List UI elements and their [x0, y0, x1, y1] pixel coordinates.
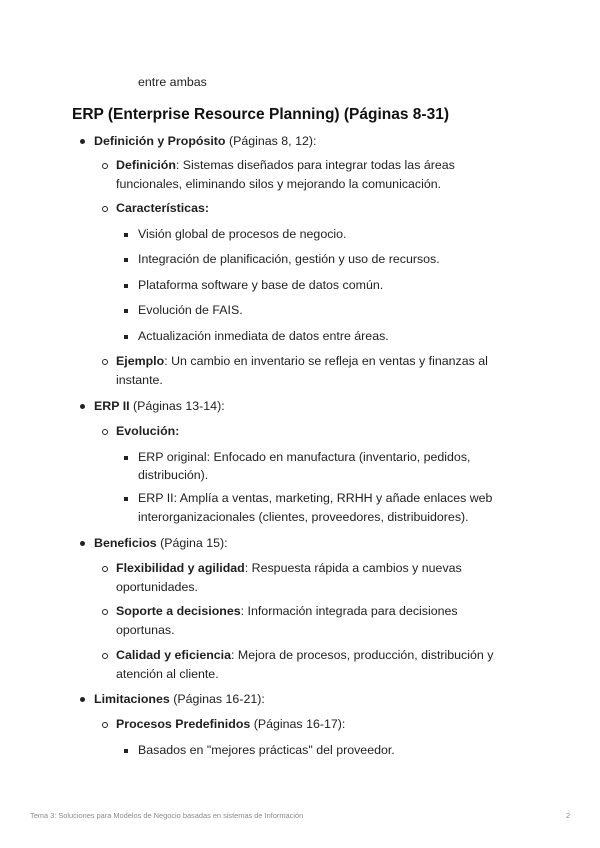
bullet-circle — [102, 722, 108, 728]
calidad-line-2: atención al cliente. — [116, 667, 219, 681]
definicion-line-2: funcionales, eliminando silos y mejorando la comunicación. — [116, 177, 442, 191]
bullet-circle — [102, 163, 108, 169]
erp2-item: ERP II (Páginas 13-14): — [94, 399, 225, 413]
bullet-disc — [80, 541, 85, 546]
bullet-square — [124, 749, 128, 753]
limitaciones-item: Limitaciones (Páginas 16-21): — [94, 692, 265, 706]
bullet-disc — [80, 697, 85, 702]
bullet-circle — [102, 609, 108, 615]
evolucion-label: Evolución: — [116, 424, 180, 438]
bullet-square — [124, 456, 128, 460]
bullet-circle — [102, 359, 108, 365]
section-heading: ERP (Enterprise Resource Planning) (Páginas 8-31) — [72, 106, 449, 123]
bullet-square — [124, 258, 128, 262]
beneficios-item: Beneficios (Página 15): — [94, 536, 228, 550]
evolucion-item-2-line-1: ERP II: Amplía a ventas, marketing, RRHH y añade enlaces web — [138, 491, 493, 505]
soporte-line-1: Soporte a decisiones: Información integrada para decisiones — [116, 604, 458, 618]
definicion-line-1: Definición: Sistemas diseñados para integrar todas las áreas — [116, 158, 455, 172]
calidad-line-1: Calidad y eficiencia: Mejora de procesos, producción, distribución y — [116, 648, 494, 662]
page-footer: Tema 3: Soluciones para Modelos de Negocio basadas en sistemas de Información — [30, 811, 304, 820]
flexibilidad-line-2: oportunidades. — [116, 580, 198, 594]
bullet-circle — [102, 566, 108, 572]
flexibilidad-line-1: Flexibilidad y agilidad: Respuesta rápida a cambios y nuevas — [116, 561, 462, 575]
bullet-circle — [102, 653, 108, 659]
evolucion-item-2-line-2: interorganizacionales (clientes, proveedores, distribuidores). — [138, 510, 469, 524]
procesos-predefinidos-item: Procesos Predefinidos (Páginas 16-17): — [116, 717, 346, 731]
bullet-square — [124, 309, 128, 313]
ejemplo-line-2: instante. — [116, 373, 163, 387]
caracteristica-item: Plataforma software y base de datos común. — [138, 278, 384, 292]
caracteristica-item: Actualización inmediata de datos entre áreas. — [138, 329, 389, 343]
caracteristica-item: Integración de planificación, gestión y uso de recursos. — [138, 252, 440, 266]
procesos-predefinidos-subitem: Basados en "mejores prácticas" del proveedor. — [138, 743, 395, 757]
bullet-disc — [80, 404, 85, 409]
bullet-square — [124, 233, 128, 237]
continuation-text: entre ambas — [138, 75, 207, 89]
bullet-square — [124, 335, 128, 339]
definicion-proposito-item: Definición y Propósito (Páginas 8, 12): — [94, 134, 317, 148]
bullet-disc — [80, 139, 85, 144]
soporte-line-2: oportunas. — [116, 623, 175, 637]
ejemplo-line-1: Ejemplo: Un cambio en inventario se refleja en ventas y finanzas al — [116, 354, 488, 368]
caracteristica-item: Visión global de procesos de negocio. — [138, 227, 347, 241]
page-number: 2 — [566, 811, 571, 820]
caracteristica-item: Evolución de FAIS. — [138, 303, 243, 317]
caracteristicas-label: Características: — [116, 201, 209, 215]
bullet-circle — [102, 429, 108, 435]
evolucion-item-1-line-2: distribución). — [138, 468, 209, 482]
evolucion-item-1-line-1: ERP original: Enfocado en manufactura (inventario, pedidos, — [138, 450, 471, 464]
bullet-square — [124, 497, 128, 501]
bullet-circle — [102, 206, 108, 212]
bullet-square — [124, 284, 128, 288]
